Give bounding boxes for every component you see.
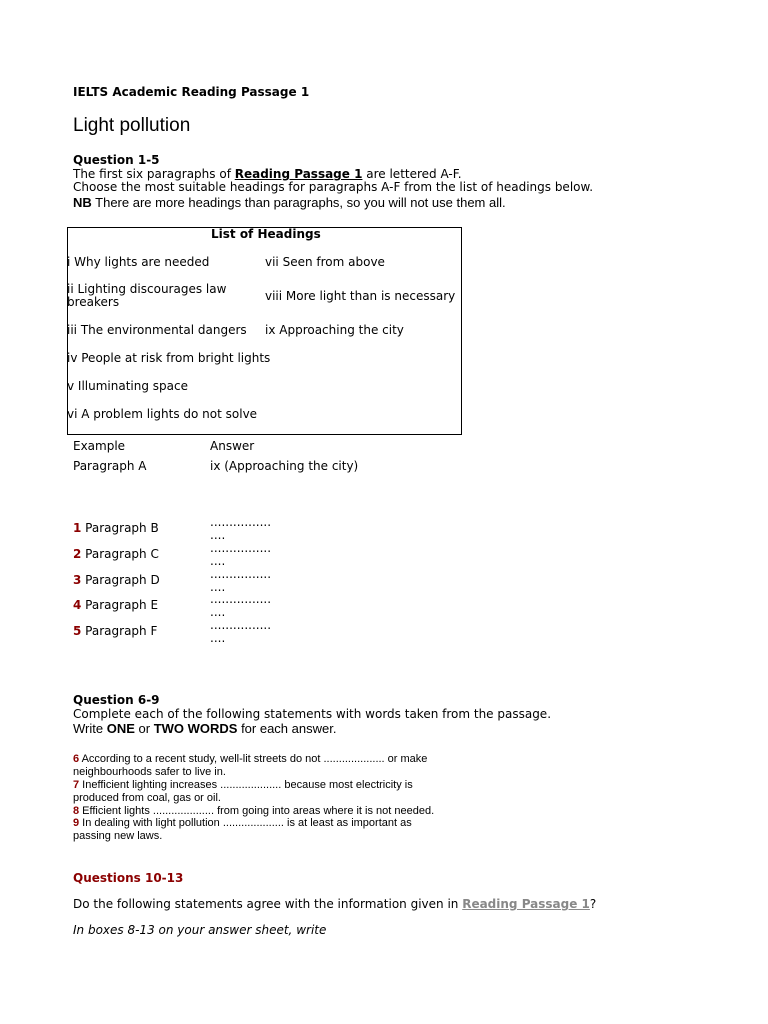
heading-item: vii Seen from above [265,255,385,269]
q1-instruction-2: Choose the most suitable headings for paragraphs A-F from the list of headings below. [73,180,594,194]
heading-item: ii Lighting discourages law breakers [67,282,227,309]
question-label: Paragraph B [81,521,159,535]
heading-item: ix Approaching the city [265,323,404,337]
statement-item [73,753,427,765]
heading-item: v Illuminating space [67,379,188,393]
reading-passage-link[interactable]: Reading Passage 1 [234,167,363,181]
question-number: 5 [73,624,82,638]
question-item [73,573,160,587]
statement-item [73,817,412,829]
nb-text: There are more headings than paragraphs, so you will not use them all. [91,195,506,210]
question-item [73,547,159,561]
question-item [73,521,159,535]
example-label: Example [73,439,126,453]
example-paragraph: Paragraph A [73,459,147,473]
page-title: Light pollution [73,115,191,136]
statement-text: According to a recent study, well-lit streets do not .................... or make [79,753,428,765]
statement-text-cont: neighbourhoods safer to live in. [73,766,226,778]
example-answer: ix (Approaching the city) [210,459,359,473]
statement-text-cont: passing new laws. [73,830,163,842]
answer-blank[interactable]: ................ .... [210,592,272,619]
q10-line1-pre: Do the following statements agree with the information given in [73,897,463,911]
answer-blank[interactable]: ................ .... [210,567,272,594]
passage-label: IELTS Academic Reading Passage 1 [73,85,310,99]
q10-heading: Questions 10-13 [73,871,184,885]
heading-item: vi A problem lights do not solve [67,407,258,421]
answer-blank[interactable]: ................ .... [210,515,272,542]
write-or: or [134,721,154,736]
question-item [73,624,157,638]
list-of-headings-title: List of Headings [211,227,321,241]
question-label: Paragraph C [81,547,159,561]
statement-text: In dealing with light pollution .................... is at least as important as [79,817,412,829]
statement-text: Inefficient lighting increases .................... because most electricity is [79,779,413,791]
write-one: ONE [106,721,135,736]
q1-line1-pre: The first six paragraphs of [73,167,235,181]
q6-instruction-2 [73,721,336,736]
heading-item: iv People at risk from bright lights [67,351,271,365]
heading-item: viii More light than is necessary [265,289,456,303]
nb-label: NB [73,195,92,210]
q10-instruction-1 [73,897,596,911]
question-label: Paragraph E [81,598,159,612]
q6-instruction-1: Complete each of the following statements with words taken from the passage. [73,707,552,721]
question-number: 6 [73,753,80,765]
question-number: 3 [73,573,82,587]
q1-line1-post: are lettered A-F. [362,167,462,181]
q10-instruction-2: In boxes 8-13 on your answer sheet, write [73,923,327,937]
statement-text-cont: produced from coal, gas or oil. [73,792,221,804]
heading-item: i Why lights are needed [67,255,210,269]
answer-blank[interactable]: ................ .... [210,618,272,645]
q1-heading: Question 1-5 [73,153,160,167]
answer-label: Answer [210,439,255,453]
statement-item [73,805,434,817]
reading-passage-link[interactable]: Reading Passage 1 [462,897,590,911]
question-number: 1 [73,521,82,535]
question-label: Paragraph F [81,624,158,638]
question-number: 8 [73,805,80,817]
nb-note [73,195,506,210]
answer-blank[interactable]: ................ .... [210,541,272,568]
question-number: 9 [73,817,80,829]
write-post: for each answer. [237,721,337,736]
q6-heading: Question 6-9 [73,693,160,707]
write-pre: Write [73,721,107,736]
heading-item: iii The environmental dangers [67,323,247,337]
write-two: TWO WORDS [153,721,238,736]
q1-instruction-1 [73,167,462,181]
question-item [73,598,158,612]
question-number: 7 [73,779,80,791]
question-number: 2 [73,547,82,561]
q10-line1-post: ? [589,897,597,911]
question-label: Paragraph D [81,573,160,587]
statement-text: Efficient lights .................... from going into areas where it is not needed. [79,805,435,817]
question-number: 4 [73,598,82,612]
statement-item [73,779,413,791]
